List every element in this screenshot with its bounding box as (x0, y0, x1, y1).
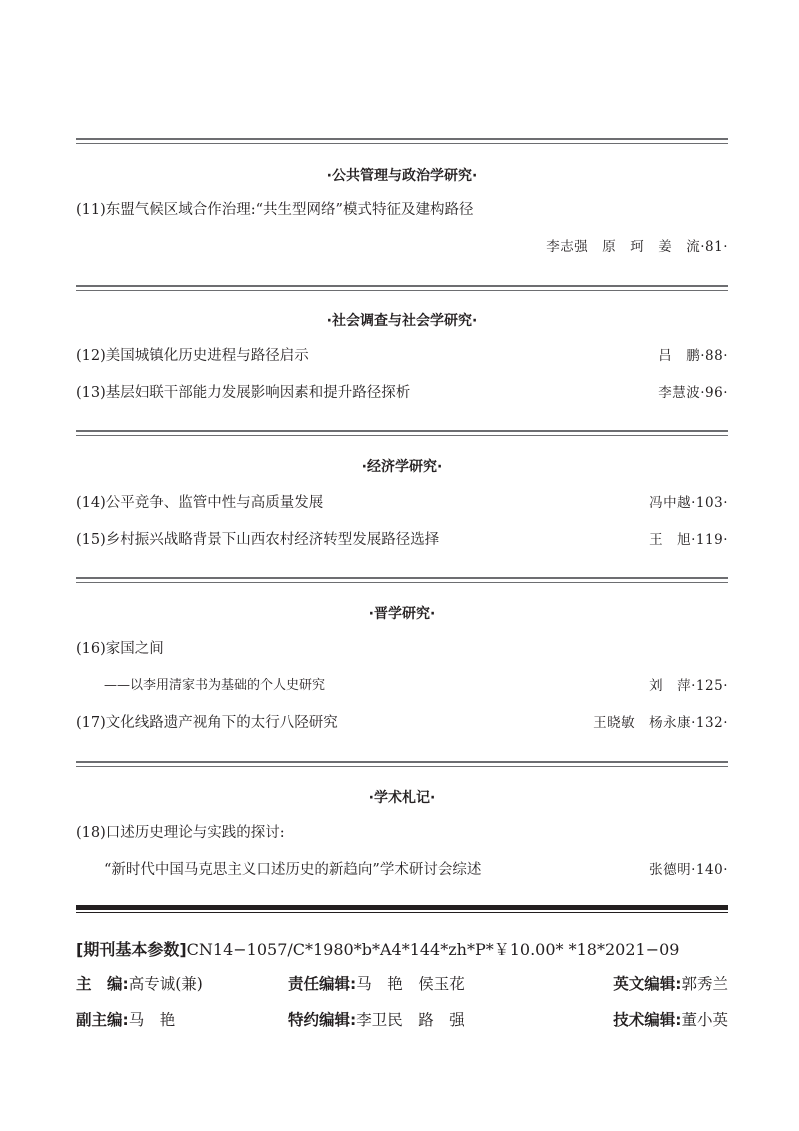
staff-responsible-editor (288, 972, 465, 996)
toc-entry-subtitle (76, 675, 728, 697)
staff-editor-in-chief (76, 972, 203, 996)
article-title: (16)家国之间 (76, 641, 164, 657)
section-divider (76, 285, 728, 290)
staff-label: 技术编辑: (613, 1011, 682, 1029)
staff-row (76, 1008, 728, 1032)
toc-entry-subtitle (76, 859, 728, 881)
footer-divider (76, 905, 728, 910)
article-title: (18)口述历史理论与实践的探讨: (76, 825, 285, 841)
article-title: (14)公平竞争、监管中性与高质量发展 (76, 495, 324, 511)
article-title: (12)美国城镇化历史进程与路径启示 (76, 348, 309, 364)
toc-entry (76, 712, 728, 734)
section-divider (76, 761, 728, 766)
section-title: ·社会调查与社会学研究· (326, 313, 478, 329)
toc-entry (76, 345, 728, 367)
article-title: (15)乡村振兴战略背景下山西农村经济转型发展路径选择 (76, 532, 440, 548)
toc-entry (76, 199, 728, 221)
article-subtitle: “新时代中国马克思主义口述历史的新趋向”学术研讨会综述 (104, 862, 482, 878)
staff-value: 马 艳 侯玉花 (356, 975, 465, 993)
section-title: ·晋学研究· (368, 606, 436, 622)
toc-entry (76, 638, 728, 660)
parameters-label: [期刊基本参数] (76, 940, 187, 959)
section-divider (76, 138, 728, 143)
staff-label: 特约编辑: (288, 1011, 357, 1029)
staff-value: 高专诚(兼) (128, 975, 203, 993)
article-author: 刘 萍·125· (649, 678, 728, 694)
staff-label: 副主编: (76, 1011, 129, 1029)
article-title: (11)东盟气候区域合作治理:“共生型网络”模式特征及建构路径 (76, 202, 474, 218)
toc-entry (76, 236, 728, 258)
section-divider (76, 430, 728, 435)
article-author: 李慧波·96· (658, 385, 728, 401)
toc-entry (76, 529, 728, 551)
article-title: (17)文化线路遗产视角下的太行八陉研究 (76, 715, 338, 731)
staff-label: 责任编辑: (288, 975, 357, 993)
staff-special-editor (288, 1008, 465, 1032)
section-title: ·学术札记· (368, 790, 436, 806)
article-author: 张德明·140· (649, 862, 728, 878)
section-title: ·公共管理与政治学研究· (326, 168, 478, 184)
article-author: 王晓敏 杨永康·132· (593, 715, 728, 731)
article-author: 王 旭·119· (649, 532, 728, 548)
article-author: 吕 鹏·88· (658, 348, 728, 364)
section-divider (76, 577, 728, 582)
staff-value: 董小英 (681, 1011, 728, 1029)
staff-deputy-editor (76, 1008, 175, 1032)
staff-value: 马 艳 (128, 1011, 176, 1029)
staff-english-editor (613, 972, 728, 996)
toc-entry (76, 382, 728, 404)
section-title: ·经济学研究· (361, 459, 443, 475)
toc-entry (76, 822, 728, 844)
article-subtitle: ——以李用清家书为基础的个人史研究 (104, 678, 326, 693)
article-title: (13)基层妇联干部能力发展影响因素和提升路径探析 (76, 385, 411, 401)
article-author: 李志强 原 珂 姜 流·81· (546, 239, 728, 255)
staff-value: 李卫民 路 强 (356, 1011, 465, 1029)
toc-entry (76, 492, 728, 514)
staff-row (76, 972, 728, 996)
staff-technical-editor (613, 1008, 728, 1032)
staff-label: 主 编: (76, 975, 129, 993)
parameters-value: CN14−1057/C*1980*b*A4*144*zh*P*￥10.00* *18*2021−09 (186, 940, 680, 959)
staff-value: 郭秀兰 (681, 975, 728, 993)
staff-label: 英文编辑: (613, 975, 682, 993)
journal-parameters (76, 938, 728, 962)
article-author: 冯中越·103· (649, 495, 728, 511)
